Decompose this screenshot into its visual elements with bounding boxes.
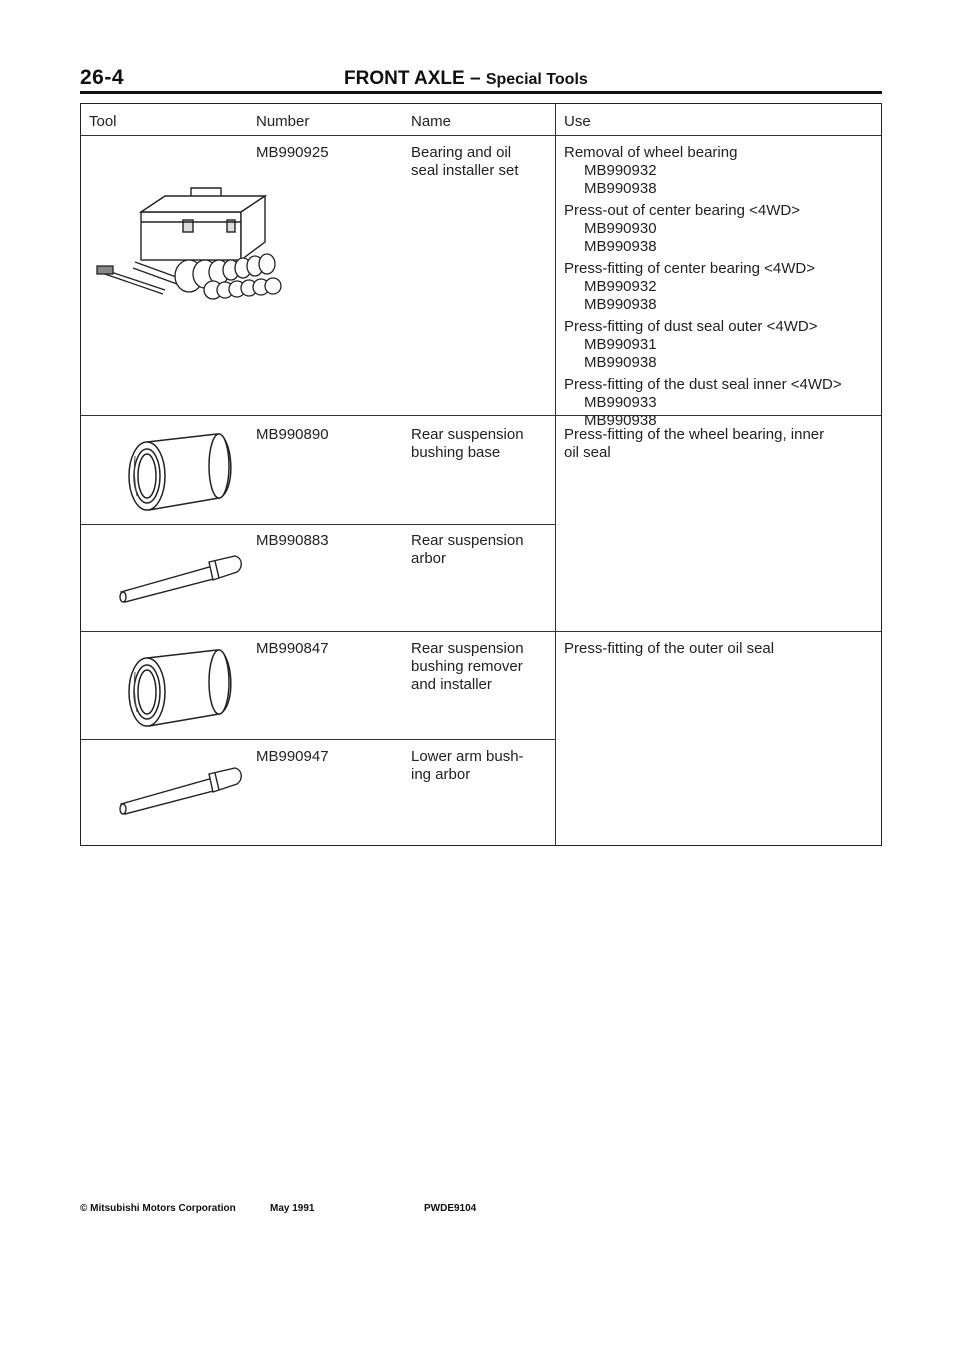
use-ref: MB990933 <box>584 394 657 411</box>
use-item <box>564 202 842 256</box>
tool-use <box>564 426 824 462</box>
title-separator: – <box>469 68 481 89</box>
use-ref: MB990931 <box>584 336 657 353</box>
tool-use <box>564 640 774 658</box>
use-ref: MB990938 <box>584 180 657 197</box>
use-line: Press-fitting of the outer oil seal <box>564 640 775 657</box>
tool-name-line: seal installer set <box>411 162 519 179</box>
tool-name <box>411 144 519 180</box>
bushing-remover-cylinder-icon <box>123 642 243 728</box>
use-ref: MB990938 <box>584 354 657 371</box>
use-column-divider-bottom <box>555 631 556 845</box>
use-line: oil seal <box>564 444 611 461</box>
tool-name-line: bushing remover <box>411 658 523 675</box>
tool-name-line: Rear suspension <box>411 532 524 549</box>
col-header-number: Number <box>256 113 310 130</box>
tool-number: MB990883 <box>256 532 329 549</box>
arbor-rod-icon <box>117 552 247 604</box>
tool-number: MB990890 <box>256 426 329 443</box>
page-title <box>344 68 588 90</box>
row-divider-2 <box>81 524 555 525</box>
row-divider-4 <box>81 739 555 740</box>
footer-date: May 1991 <box>270 1203 315 1214</box>
use-label: Press-fitting of dust seal outer <4WD> <box>564 318 818 335</box>
tool-name-line: bushing base <box>411 444 501 461</box>
tool-number: MB990925 <box>256 144 329 161</box>
use-label: Press-fitting of center bearing <4WD> <box>564 260 815 277</box>
use-ref: MB990932 <box>584 162 657 179</box>
use-label: Press-fitting of the dust seal inner <4WD> <box>564 376 842 393</box>
use-item <box>564 318 842 372</box>
use-ref: MB990938 <box>584 412 657 429</box>
title-text: FRONT AXLE <box>344 68 465 89</box>
col-header-name: Name <box>411 113 452 130</box>
header-rule <box>80 91 882 94</box>
tool-name-line: Rear suspension <box>411 640 524 657</box>
use-item <box>564 144 842 198</box>
arbor-rod-icon <box>117 764 247 816</box>
bearing-installer-set-case-icon <box>95 182 285 302</box>
bushing-base-cylinder-icon <box>123 426 243 512</box>
use-column-divider-top <box>555 104 556 631</box>
col-header-tool: Tool <box>89 113 117 130</box>
tool-number: MB990947 <box>256 748 329 765</box>
tool-name-line: Bearing and oil <box>411 144 512 161</box>
col-header-use: Use <box>564 113 591 130</box>
use-ref: MB990932 <box>584 278 657 295</box>
tool-name <box>411 748 524 784</box>
page-number: 26-4 <box>80 66 125 89</box>
use-label: Removal of wheel bearing <box>564 144 738 161</box>
use-item <box>564 260 842 314</box>
row-divider-3 <box>81 631 881 632</box>
tool-use-list <box>564 144 842 434</box>
tool-name <box>411 426 524 462</box>
page-header <box>80 66 882 94</box>
tool-name-line: ing arbor <box>411 766 471 783</box>
tool-name-line: and installer <box>411 676 492 693</box>
use-line: Press-fitting of the wheel bearing, inner <box>564 426 825 443</box>
tool-name-line: arbor <box>411 550 447 567</box>
tool-name <box>411 640 524 694</box>
use-ref: MB990938 <box>584 296 657 313</box>
header-divider <box>81 135 881 136</box>
use-label: Press-out of center bearing <4WD> <box>564 202 800 219</box>
tool-name-line: Rear suspension <box>411 426 524 443</box>
footer-code: PWDE9104 <box>424 1203 477 1214</box>
use-ref: MB990930 <box>584 220 657 237</box>
tool-name-line: Lower arm bush- <box>411 748 524 765</box>
tool-name <box>411 532 524 568</box>
use-ref: MB990938 <box>584 238 657 255</box>
special-tools-table <box>80 103 882 846</box>
tool-number: MB990847 <box>256 640 329 657</box>
subtitle-text: Special Tools <box>485 71 588 88</box>
use-item <box>564 376 842 430</box>
footer-copyright: © Mitsubishi Motors Corporation <box>80 1203 236 1214</box>
